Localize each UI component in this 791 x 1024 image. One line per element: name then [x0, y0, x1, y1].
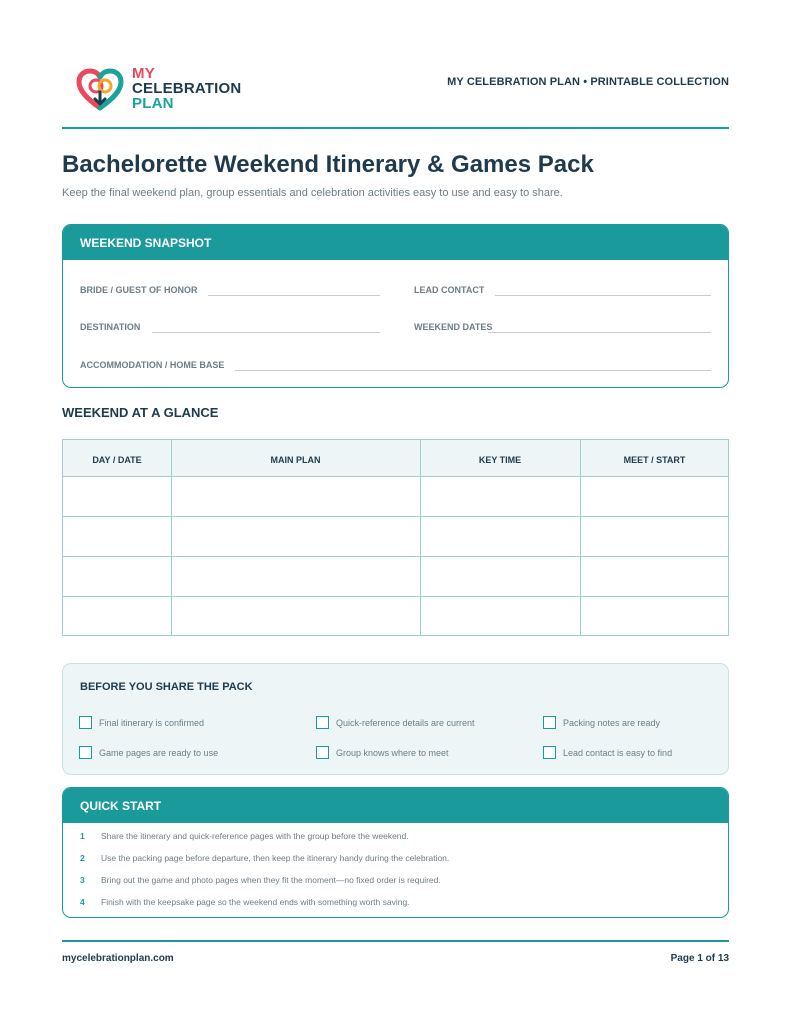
col-divider	[580, 440, 581, 635]
col-divider	[171, 440, 172, 635]
row-divider	[63, 556, 728, 557]
step-text: Bring out the game and photo pages when they fit the moment—no fixed order is required.	[101, 875, 441, 885]
quick-start-card	[62, 787, 729, 918]
weekend-snapshot-card	[62, 224, 729, 388]
row-divider	[63, 596, 728, 597]
row-divider	[63, 516, 728, 517]
checklist-item-label: Packing notes are ready	[563, 717, 661, 728]
logo-line-1: MY	[132, 65, 155, 82]
step-number: 3	[80, 875, 85, 885]
quick-start-step	[80, 875, 441, 885]
checklist-item[interactable]	[79, 716, 204, 729]
logo-line-2: CELEBRATION	[132, 80, 242, 97]
checklist-item[interactable]	[543, 746, 672, 759]
checklist-item[interactable]	[316, 746, 449, 759]
page-subtitle: Keep the final weekend plan, group essentials and celebration activities easy to use and easy to share.	[62, 187, 563, 199]
checklist-item-label: Final itinerary is confirmed	[99, 717, 205, 728]
brand-logo	[74, 64, 254, 116]
collection-label: MY CELEBRATION PLAN • PRINTABLE COLLECTION	[447, 76, 729, 88]
checkbox[interactable]	[79, 746, 92, 759]
checkbox[interactable]	[316, 746, 329, 759]
col-divider	[420, 440, 421, 635]
step-text: Use the packing page before departure, then keep the itinerary handy during the celebration.	[101, 853, 450, 863]
checklist-item-label: Lead contact is easy to find	[563, 747, 673, 758]
col-meet-start: MEET / START	[623, 455, 686, 465]
footer-website: mycelebrationplan.com	[62, 953, 174, 964]
checklist-item[interactable]	[79, 746, 218, 759]
bride-label: BRIDE / GUEST OF HONOR	[80, 285, 198, 295]
header-divider	[62, 127, 729, 129]
glance-heading: WEEKEND AT A GLANCE	[62, 405, 219, 420]
glance-table-header	[63, 440, 728, 477]
destination-label: DESTINATION	[80, 322, 141, 332]
checkbox[interactable]	[543, 716, 556, 729]
accommodation-field[interactable]	[235, 370, 711, 371]
page-header	[62, 60, 729, 128]
checklist-item[interactable]	[316, 716, 475, 729]
col-key-time: KEY TIME	[478, 455, 522, 465]
heart-logo-icon	[74, 64, 126, 116]
quick-start-step	[80, 831, 409, 841]
logo-line-3: PLAN	[132, 95, 174, 112]
checkbox[interactable]	[79, 716, 92, 729]
quick-start-step	[80, 853, 449, 863]
checklist-item-label: Quick-reference details are current	[336, 717, 475, 728]
page-title: Bachelorette Weekend Itinerary & Games Pack	[62, 151, 594, 178]
bride-field[interactable]	[208, 295, 380, 296]
share-checklist-card	[62, 663, 729, 775]
checklist-item-label: Game pages are ready to use	[99, 747, 219, 758]
weekend-snapshot-heading: WEEKEND SNAPSHOT	[63, 225, 728, 260]
checkbox[interactable]	[543, 746, 556, 759]
col-main-plan: MAIN PLAN	[270, 455, 321, 465]
share-checklist-heading: BEFORE YOU SHARE THE PACK	[80, 681, 253, 693]
logo-wordmark	[132, 66, 241, 111]
lead-contact-field[interactable]	[495, 295, 711, 296]
accommodation-label: ACCOMMODATION / HOME BASE	[80, 360, 225, 370]
quick-start-step	[80, 897, 410, 907]
page-number: Page 1 of 13	[670, 953, 729, 964]
destination-field[interactable]	[152, 332, 380, 333]
step-text: Finish with the keepsake page so the weekend ends with something worth saving.	[101, 897, 410, 907]
lead-contact-label: LEAD CONTACT	[414, 285, 485, 295]
weekend-dates-field[interactable]	[488, 332, 711, 333]
step-text: Share the itinerary and quick-reference pages with the group before the weekend.	[101, 831, 409, 841]
weekend-dates-label: WEEKEND DATES	[414, 322, 493, 332]
quick-start-heading: QUICK START	[63, 788, 728, 823]
checklist-item-label: Group knows where to meet	[336, 747, 449, 758]
footer-divider	[62, 940, 729, 942]
checklist-item[interactable]	[543, 716, 660, 729]
step-number: 2	[80, 853, 85, 863]
glance-table	[62, 439, 729, 636]
step-number: 4	[80, 897, 85, 907]
col-day-date: DAY / DATE	[92, 455, 142, 465]
checkbox[interactable]	[316, 716, 329, 729]
step-number: 1	[80, 831, 85, 841]
